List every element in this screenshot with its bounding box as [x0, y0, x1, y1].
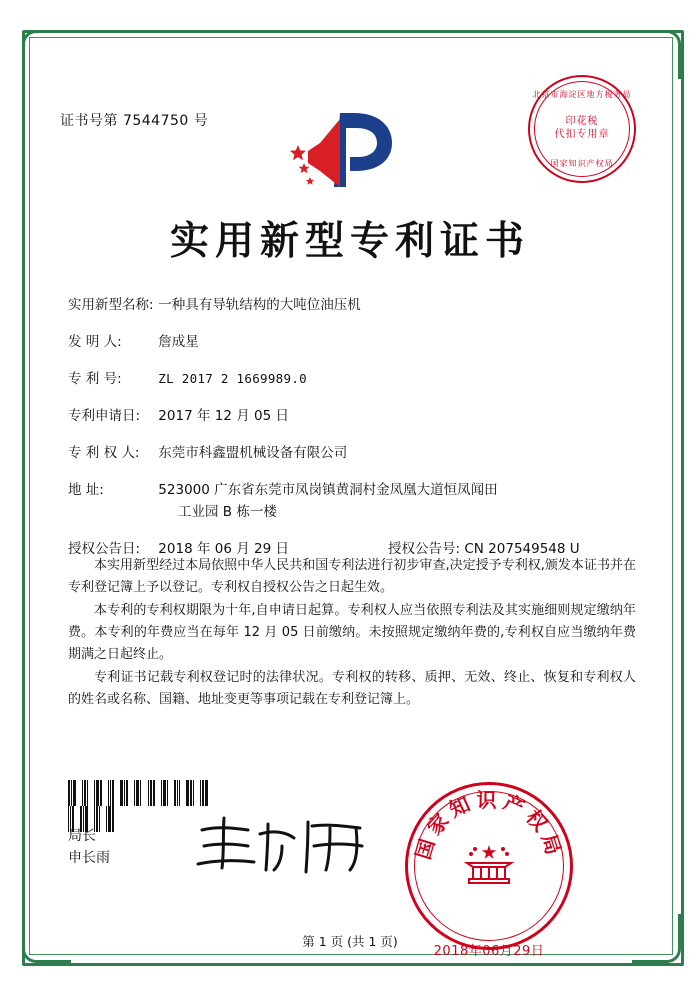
announcement-number-label: 授权公告号:: [388, 541, 461, 557]
barcode: [68, 780, 216, 806]
director-title-label: 局长: [68, 828, 96, 844]
field-row-inventor: [68, 332, 640, 352]
field-value: 2017 年 12 月 05 日: [158, 408, 289, 424]
director-name: 申长雨: [68, 850, 110, 866]
certificate-content: [60, 60, 640, 959]
announcement-date-value: 2018 年 06 月 29 日: [158, 541, 289, 557]
field-row-utility-model-name: [68, 295, 640, 315]
field-row-address: [68, 480, 640, 522]
paragraph-2: 本专利的专利权期限为十年,自申请日起算。专利权人应当依照专利法及其实施细则规定缴纳年费。本专利的年费应当在每年 12 月 05 日前缴纳。未按照规定缴纳年费的,专利权自应当缴纳年费期满之日起终止。: [68, 603, 636, 662]
signature-block: [68, 825, 110, 869]
seal-center-text: [530, 115, 634, 141]
national-emblem-icon: [459, 839, 519, 893]
field-value: ZL 2017 2 1669989.0: [158, 371, 307, 386]
svg-text:国家知识产权局: 国家知识产权局: [410, 788, 568, 863]
paragraph-3: 专利证书记载专利权登记时的法律状况。专利权的转移、质押、无效、终止、恢复和专利权人的姓名或名称、国籍、地址变更等事项记载在专利登记簿上。: [68, 670, 636, 707]
paragraph-1: 本实用新型经过本局依照中华人民共和国专利法进行初步审查,决定授予专利权,颁发本证书并在专利登记簿上予以登记。专利权自授权公告之日起生效。: [68, 558, 636, 595]
page-title: 实用新型专利证书: [169, 219, 530, 264]
field-row-patent-number: [68, 369, 640, 389]
field-label: 地 址:: [68, 482, 104, 498]
official-round-seal: [405, 782, 573, 950]
cnipa-logo-icon: [280, 105, 410, 195]
address-line-2: 工业园 B 栋一楼: [178, 504, 277, 520]
field-value: 东莞市科鑫盟机械设备有限公司: [158, 445, 348, 461]
seal-bottom-arc-text: 国家知识产权局: [550, 159, 614, 168]
announcement-number-value: CN 207549548 U: [464, 541, 580, 557]
page-footer: 第 1 页 (共 1 页): [302, 934, 398, 949]
director-signature-icon: [190, 812, 380, 876]
field-label: 发 明 人:: [68, 334, 122, 350]
field-label: 专利申请日:: [68, 408, 141, 424]
field-row-application-date: [68, 406, 640, 426]
tax-stamp-seal: [528, 75, 636, 183]
seal-top-arc-text: 北京市海淀区地方税务局: [532, 90, 632, 99]
address-line-1: 523000 广东省东莞市凤岗镇黄洞村金凤凰大道恒凤闻田: [158, 482, 498, 498]
certificate-fields: [68, 295, 640, 576]
legal-text-block: [68, 555, 636, 712]
field-row-patentee: [68, 443, 640, 463]
field-label: 专 利 号:: [68, 371, 122, 387]
field-value: 一种具有导轨结构的大吨位油压机: [158, 297, 361, 313]
field-label: 实用新型名称:: [68, 297, 154, 313]
seal-center-line2: 代扣专用章: [554, 129, 610, 140]
certificate-number: 证书号第 7544750 号: [60, 113, 209, 129]
field-label: 专 利 权 人:: [68, 445, 140, 461]
announcement-date-label: 授权公告日:: [68, 541, 141, 557]
seal-center-line1: 印花税: [565, 116, 599, 127]
field-value: 詹成星: [158, 334, 199, 350]
seal-date: 2018年06月29日: [433, 944, 545, 959]
